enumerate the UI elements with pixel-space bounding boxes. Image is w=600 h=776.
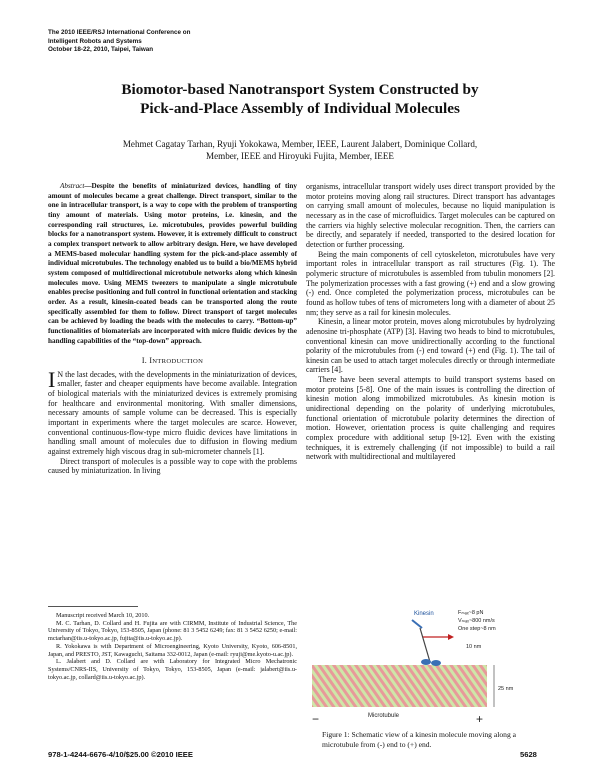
intro-p1-text: N the last decades, with the developments in the miniaturization of devices, smaller, faster and cheaper equipments have become available. Integration of biological materials with the miniaturized devices is extremely promising for healthcare and environmental monitoring. With smaller dimensions, necessary amounts of sample volume can be decreased. This is especially important in experiments where the target molecules are scarce. However, conventional continuous-flow-type micro fluidic devices have limitations in handling small amount of molecules due to diffusion in flowing medium against extremely high viscous drag in sub-micrometer channels [1]. [48, 369, 297, 457]
paper-title [0, 80, 600, 118]
right-column [306, 182, 555, 462]
conference-line-2: Intelligent Robots and Systems [48, 37, 142, 45]
conference-header [48, 29, 308, 55]
conference-line-1: The 2010 IEEE/RSJ International Conference on [48, 29, 191, 36]
footnote-rule [48, 606, 138, 607]
section-heading-introduction [48, 356, 297, 367]
kinesin-icon [412, 620, 441, 666]
section-title-rest: NTRODUCTION [152, 358, 204, 366]
right-paragraph-1: organisms, intracellular transport widely uses direct transport provided by the motor proteins moving along rail structures. Direct transport has advantages on carrying small amount of molecules, because no liquid manipulation is necessary as in the case of microfluidics. Target molecules can be captured on the carriers via highly selective molecular recognition. Then, the carriers can be directly, and separately if needed, transported to the desired location for detection or further processing. [306, 182, 555, 249]
drop-cap: I [48, 366, 56, 392]
page-number: 5628 [520, 750, 537, 759]
footnotes [48, 606, 297, 681]
minus-end-label: − [312, 712, 320, 726]
conference-line-3: October 18-22, 2010, Taipei, Taiwan [48, 46, 154, 53]
figure-caption: Figure 1: Schematic view of a kinesin molecule moving along a microtubule from (-) end to (+) end. [322, 730, 517, 749]
microtubule-icon [312, 665, 487, 707]
footnote-affiliation-3: L. Jalabert and D. Collard are with Laboratory for Integrated Micro Mechatronic Systems/CNRS-IIS, University of Tokyo, Tokyo, 153-8505, Japan (e-mail: jalabert@iis.u-tokyo.ac.jp, collard@iis.u-tokyo.ac.jp). [48, 658, 297, 681]
right-paragraph-3: Kinesin, a linear motor protein, moves along microtubules by hydrolyzing adenosine tri-phosphate (ATP) [3]. Having two heads to bind to microtubules, conventional kinesin can move unidirectionally according to the functional polarity of the microtubules from (-) end toward (+) end (Fig. 1). The tail of kinesin can be used to attach target molecules directly or through intermediate carriers [4]. [306, 317, 555, 375]
right-paragraph-2: Being the main components of cell cytoskeleton, microtubules have very important roles in intracellular transport as rail structures (Fig. 1). The polymeric structure of microtubules is assembled from tubulin monomers [2]. The polymerization processes with a fast growing (+) end and a slow growing (-) end. Once completed the polymerization process, microtubules can be found as hollow tubes of tens of micrometers long with a diameter of about 25 nm; they serve as a rail for kinesin molecules. [306, 249, 555, 317]
vmax-label: Vₘₐₓ~800 nm/s [458, 618, 495, 624]
footnote-affiliation-2: R. Yokokawa is with Department of Microengineering, Kyoto University, Kyoto, 606-8501, Japan, and PRESTO, JST, Kawaguchi, Saitama 332-0012, Japan (e-mail: ryuji@me.kyoto-u.ac.jp). [48, 642, 297, 658]
author-list [0, 138, 600, 162]
section-first-letter: I [149, 356, 153, 366]
abstract-label: Abstract [60, 182, 85, 190]
dim-25-label: 25 nm [498, 686, 514, 692]
microtubule-label: Microtubule [368, 713, 400, 719]
intro-paragraph-2: Direct transport of molecules is a possible way to cope with the problems caused by miniaturization. In living [48, 456, 297, 476]
title-line-1: Biomotor-based Nanotransport System Constructed by [121, 81, 479, 98]
dim-10-label: 10 nm [466, 644, 482, 650]
isbn-footer: 978-1-4244-6676-4/10/$25.00 ©2010 IEEE [48, 750, 193, 759]
authors-line-1: Mehmet Cagatay Tarhan, Ryuji Yokokawa, Member, IEEE, Laurent Jalabert, Dominique Collard, [122, 139, 478, 149]
footnote-received: Manuscript received March 10, 2010. [56, 612, 150, 619]
fmax-label: Fₘₐₓ~8 pN [458, 610, 484, 616]
title-line-2: Pick-and-Place Assembly of Individual Molecules [140, 100, 460, 117]
intro-paragraph-1 [48, 366, 297, 457]
plus-end-label: + [476, 712, 484, 726]
step-label: One step~8 nm [458, 626, 496, 632]
right-paragraph-4: There have been several attempts to build transport systems based on motor proteins [5-8]. One of the main issues is controlling the direction of kinesin motion along immobilized microtubules. As kinesin motion is unidirectional depending on the polarity of underlying microtubules, functional orientation of microtubule polarity determines the direction of motion. However, orientation process is quite challenging and requires complex procedure with additional setup [9-12]. Even with the existing techniques, it is extremely challenging (if not impossible) to build a rail network with multidirectional and multilayered [306, 375, 555, 462]
abstract [48, 182, 297, 346]
footnote-affiliation-1: M. C. Tarhan, D. Collard and H. Fujita are with CIRMM, Institute of Industrial Science, The University of Tokyo, Tokyo, 153-8505, Japan (phone: 81 3 5452 6249; fax: 81 3 5452 6250; e-mail: mctarhan@iis.u-tokyo.ac.jp, fujita@iis.u-tokyo.ac.jp). [48, 619, 297, 643]
authors-line-2: Member, IEEE and Hiroyuki Fujita, Member, IEEE [206, 151, 394, 161]
abstract-text: —Despite the benefits of miniaturized devices, handling of tiny amount of molecules became a great challenge. Direct transport, similar to the one in intracellular transport, is a way to cope with the problem of transporting tiny amount of materials. Using motor proteins, i.e. kinesin, and the corresponding rail structures, i.e. microtubules, provides powerful building blocks for a nanotransport system. However, it is extremely difficult to construct a complex transport network to allow arbitrary design. Here, we have developed a MEMS-based molecular handling system for the pick-and-place assembly of individual microtubules. The technology enabled us to build a bio/MEMS hybrid system composed of multidirectional microtubule networks along which kinesin molecules move. Using MEMS tweezers to manipulate a single microtubule enables precise positioning and full control in functional orientation and stacking order. As a result, kinesin-coated beads can be transported along the route specifically assembled for them to follow. Direct transport of target molecules can be achieved by loading the beads with the molecules to carry. “Bottom-up” functionalities of biomaterials are incorporated with micro fluidic devices by the handling capabilities of the “top-down” approach. [48, 182, 297, 345]
kinesin-label: Kinesin [414, 611, 434, 617]
section-numeral: I. [141, 356, 148, 366]
left-column [48, 182, 297, 476]
kinesin-figure [308, 610, 554, 728]
